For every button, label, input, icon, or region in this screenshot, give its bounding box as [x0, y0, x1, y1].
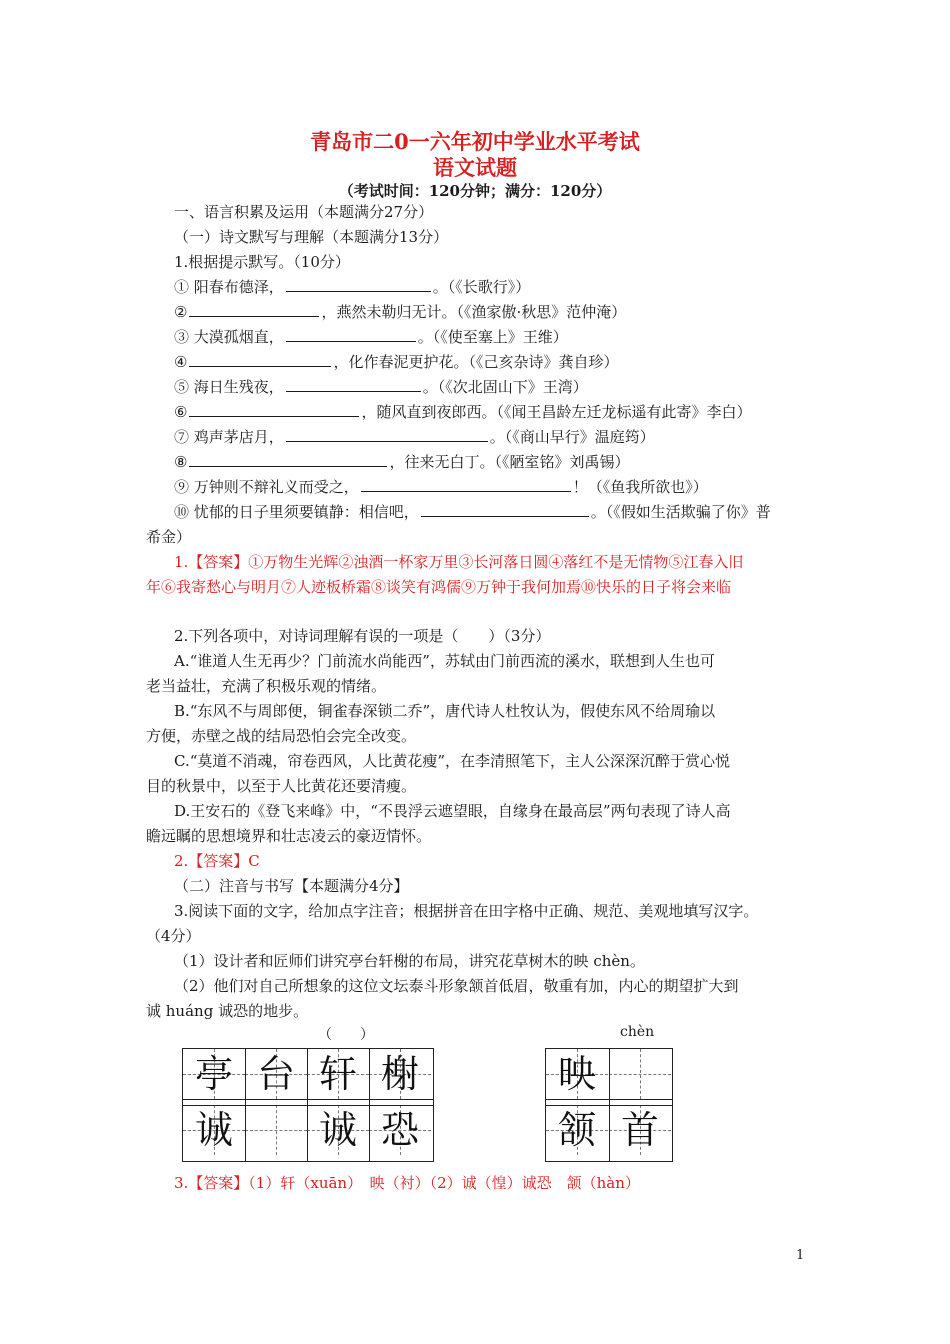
- grid-cell[interactable]: 诚: [183, 1105, 245, 1155]
- answer-blank[interactable]: [286, 326, 416, 342]
- option-a-line-2: 老当益壮，充满了积极乐观的情绪。: [146, 677, 387, 695]
- answer-blank[interactable]: [189, 301, 319, 317]
- grid-cell[interactable]: 台: [245, 1049, 307, 1099]
- fill-item-2: ② ，燕然未勒归无计。（《渔家傲·秋思》范仲淹）: [174, 303, 627, 321]
- grid-cell[interactable]: 亭: [183, 1049, 245, 1099]
- question-3-part-2-line-2: 诚 huáng 诚恐的地步。: [146, 1002, 309, 1020]
- answer-blank[interactable]: [286, 276, 431, 292]
- subsection-2-heading: （二）注音与书写【本题满分4分】: [174, 877, 409, 895]
- question-3-line-2: （4分）: [146, 927, 201, 945]
- option-c-line-1: C.“莫道不消魂，帘卷西风，人比黄花瘦”，在李清照笔下，主人公深深沉醉于赏心悦: [174, 752, 731, 770]
- answer-1-line-1: 1.【答案】①万物生光辉②浊酒一杯家万里③长河落日圆④落红不是无情物⑤江春入旧: [174, 553, 744, 571]
- tianzige-grid-right: [545, 1048, 673, 1162]
- question-2: 2.下列各项中，对诗词理解有误的一项是（ ）（3分）: [174, 627, 551, 645]
- fill-item-7: ⑦ 鸡声茅店月， 。（《商山早行》温庭筠）: [174, 428, 655, 446]
- answer-blank[interactable]: [421, 501, 589, 517]
- fill-item-4: ④ ，化作春泥更护花。（《己亥杂诗》龚自珍）: [174, 353, 619, 371]
- option-d-line-1: D.王安石的《登飞来峰》中，“不畏浮云遮望眼，自缘身在最高层”两句表现了诗人高: [174, 802, 731, 820]
- page-number: 1: [796, 1248, 805, 1263]
- grid-cell[interactable]: 榭: [369, 1049, 431, 1099]
- option-a-line-1: A.“谁道人生无再少？门前流水尚能西”，苏轼由门前西流的溪水，联想到人生也可: [174, 652, 715, 670]
- fill-item-6: ⑥ ，随风直到夜郎西。（《闻王昌龄左迁龙标遥有此寄》李白）: [174, 403, 752, 421]
- fill-item-10: ⑩ 忧郁的日子里须要镇静：相信吧， 。（《假如生活欺骗了你》普: [174, 503, 771, 521]
- answer-blank[interactable]: [361, 476, 571, 492]
- grid-cell[interactable]: 诚: [307, 1105, 369, 1155]
- fill-item-9: ⑨ 万钟则不辩礼义而受之， ！（《鱼我所欲也》）: [174, 478, 708, 496]
- question-3-part-2-line-1: （2）他们对自己所想象的这位文坛泰斗形象颔首低眉，敬重有加，内心的期望扩大到: [174, 977, 739, 995]
- question-3-line-1: 3.阅读下面的文字，给加点字注音；根据拼音在田字格中正确、规范、美观地填写汉字。: [174, 902, 759, 920]
- pinyin-label-chen: chèn: [620, 1024, 655, 1040]
- grid-cell[interactable]: 轩: [307, 1049, 369, 1099]
- option-c-line-2: 目的秋景中，以至于人比黄花还要清瘦。: [146, 777, 417, 795]
- answer-blank[interactable]: [286, 426, 488, 442]
- answer-3: 3.【答案】（1）轩（xuān） 映（衬）（2）诚（惶）诚恐 颔（hàn）: [174, 1174, 640, 1192]
- fill-item-8: ⑧ ，往来无白丁。（《陋室铭》刘禹锡）: [174, 453, 630, 471]
- exam-subject-title: 语文试题: [433, 155, 517, 180]
- option-b-line-2: 方便，赤壁之战的结局恐怕会完全改变。: [146, 727, 417, 745]
- answer-2: 2.【答案】C: [174, 852, 260, 870]
- question-1: 1.根据提示默写。（10分）: [174, 253, 350, 271]
- grid-cell-empty[interactable]: [609, 1049, 671, 1099]
- answer-blank[interactable]: [189, 351, 331, 367]
- grid-cell-empty[interactable]: [245, 1105, 307, 1155]
- grid-cell[interactable]: 映: [546, 1049, 608, 1099]
- grid-cell[interactable]: 颔: [546, 1105, 608, 1155]
- answer-blank[interactable]: [286, 376, 421, 392]
- question-3-part-1: （1）设计者和匠师们讲究亭台轩榭的布局，讲究花草树木的映 chèn。: [174, 952, 645, 970]
- answer-blank[interactable]: [189, 401, 359, 417]
- section-1-heading: 一、语言积累及运用（本题满分27分）: [174, 203, 434, 221]
- exam-title: 青岛市二0一六年初中学业水平考试: [310, 129, 640, 154]
- fill-item-1: ① 阳春布德泽， 。（《长歌行》）: [174, 278, 531, 296]
- fill-item-5: ⑤ 海日生残夜， 。（《次北固山下》王湾）: [174, 378, 588, 396]
- answer-1-line-2: 年⑥我寄愁心与明月⑦人迹板桥霜⑧谈笑有鸿儒⑨万钟于我何加焉⑩快乐的日子将会来临: [146, 578, 732, 596]
- option-b-line-1: B.“东风不与周郎便，铜雀春深锁二乔”，唐代诗人杜牧认为，假使东风不给周瑜以: [174, 702, 716, 720]
- fill-item-3: ③ 大漠孤烟直， 。（《使至塞上》王维）: [174, 328, 568, 346]
- exam-info: （考试时间：120分钟；满分：120分）: [338, 182, 612, 200]
- subsection-1-heading: （一）诗文默写与理解（本题满分13分）: [174, 228, 449, 246]
- option-d-line-2: 瞻远瞩的思想境界和壮志凌云的豪迈情怀。: [146, 827, 432, 845]
- fill-item-10-continued: 希金）: [146, 528, 192, 546]
- grid-cell[interactable]: 恐: [369, 1105, 431, 1155]
- grid-cell[interactable]: 首: [609, 1105, 671, 1155]
- pinyin-answer-bracket: （ ）: [318, 1027, 374, 1043]
- answer-blank[interactable]: [189, 451, 387, 467]
- tianzige-grid-left: [182, 1048, 434, 1162]
